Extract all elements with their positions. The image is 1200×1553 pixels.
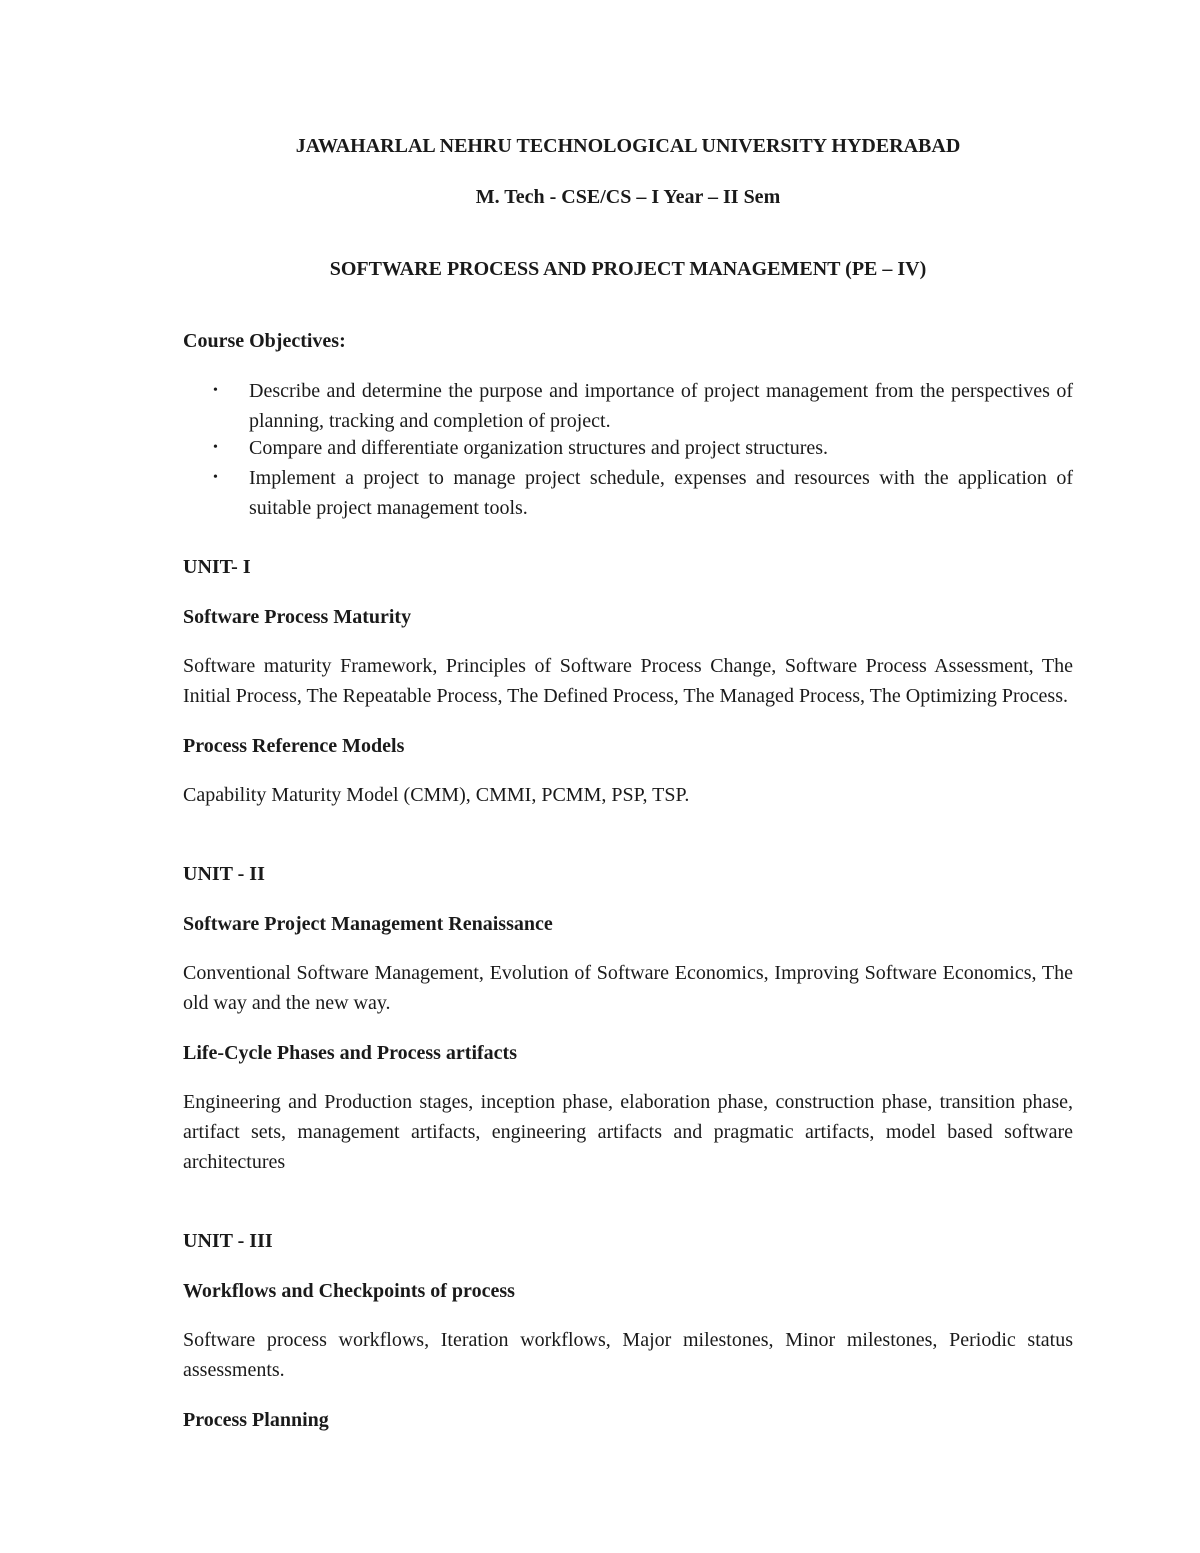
syllabus-page bbox=[183, 128, 1073, 1434]
objective-text: Compare and differentiate organization structures and project structures. bbox=[249, 437, 829, 459]
objectives-list bbox=[183, 376, 1073, 523]
bullet-icon: • bbox=[213, 470, 218, 485]
program-line: M. Tech - CSE/CS – I Year – II Sem bbox=[475, 186, 781, 208]
section-heading: Process Planning bbox=[183, 1409, 329, 1431]
section-heading: Software Process Maturity bbox=[183, 606, 412, 628]
section-heading: Life-Cycle Phases and Process artifacts bbox=[183, 1042, 518, 1064]
unit-2-title: UNIT - II bbox=[183, 863, 265, 885]
objective-item bbox=[183, 463, 1073, 523]
bullet-icon: • bbox=[213, 383, 218, 398]
unit-3-title: UNIT - III bbox=[183, 1230, 273, 1252]
objectives-heading: Course Objectives: bbox=[183, 330, 346, 352]
section-heading: Process Reference Models bbox=[183, 735, 405, 757]
course-title: SOFTWARE PROCESS AND PROJECT MANAGEMENT (PE – IV) bbox=[329, 258, 927, 280]
section-heading: Workflows and Checkpoints of process bbox=[183, 1280, 515, 1302]
objective-item bbox=[183, 376, 1073, 436]
section-text: Conventional Software Management, Evolution of Software Economics, Improving Software Economics, The old way and the new way. bbox=[183, 962, 1073, 1014]
section-text: Engineering and Production stages, inception phase, elaboration phase, construction phase, transition phase, artifact sets, management artifacts, engineering artifacts and pragmatic artifacts, model based software architectures bbox=[183, 1091, 1073, 1173]
unit-1-title: UNIT- I bbox=[183, 556, 251, 578]
section-heading: Software Project Management Renaissance bbox=[183, 913, 553, 935]
section-text: Software process workflows, Iteration workflows, Major milestones, Minor milestones, Periodic status assessments. bbox=[183, 1329, 1073, 1381]
bullet-icon: • bbox=[213, 440, 218, 455]
section-text: Software maturity Framework, Principles of Software Process Change, Software Process Assessment, The Initial Process, The Repeatable Process, The Defined Process, The Managed Process, The Optimizing Process. bbox=[183, 655, 1073, 707]
objective-item bbox=[183, 433, 1073, 463]
university-name: JAWAHARLAL NEHRU TECHNOLOGICAL UNIVERSITY HYDERABAD bbox=[295, 135, 961, 157]
section-text: Capability Maturity Model (CMM), CMMI, PCMM, PSP, TSP. bbox=[183, 784, 690, 806]
objective-text: Describe and determine the purpose and importance of project management from the perspectives of planning, tracking and completion of project. bbox=[249, 380, 1073, 432]
objective-text: Implement a project to manage project schedule, expenses and resources with the application of suitable project management tools. bbox=[249, 467, 1073, 519]
